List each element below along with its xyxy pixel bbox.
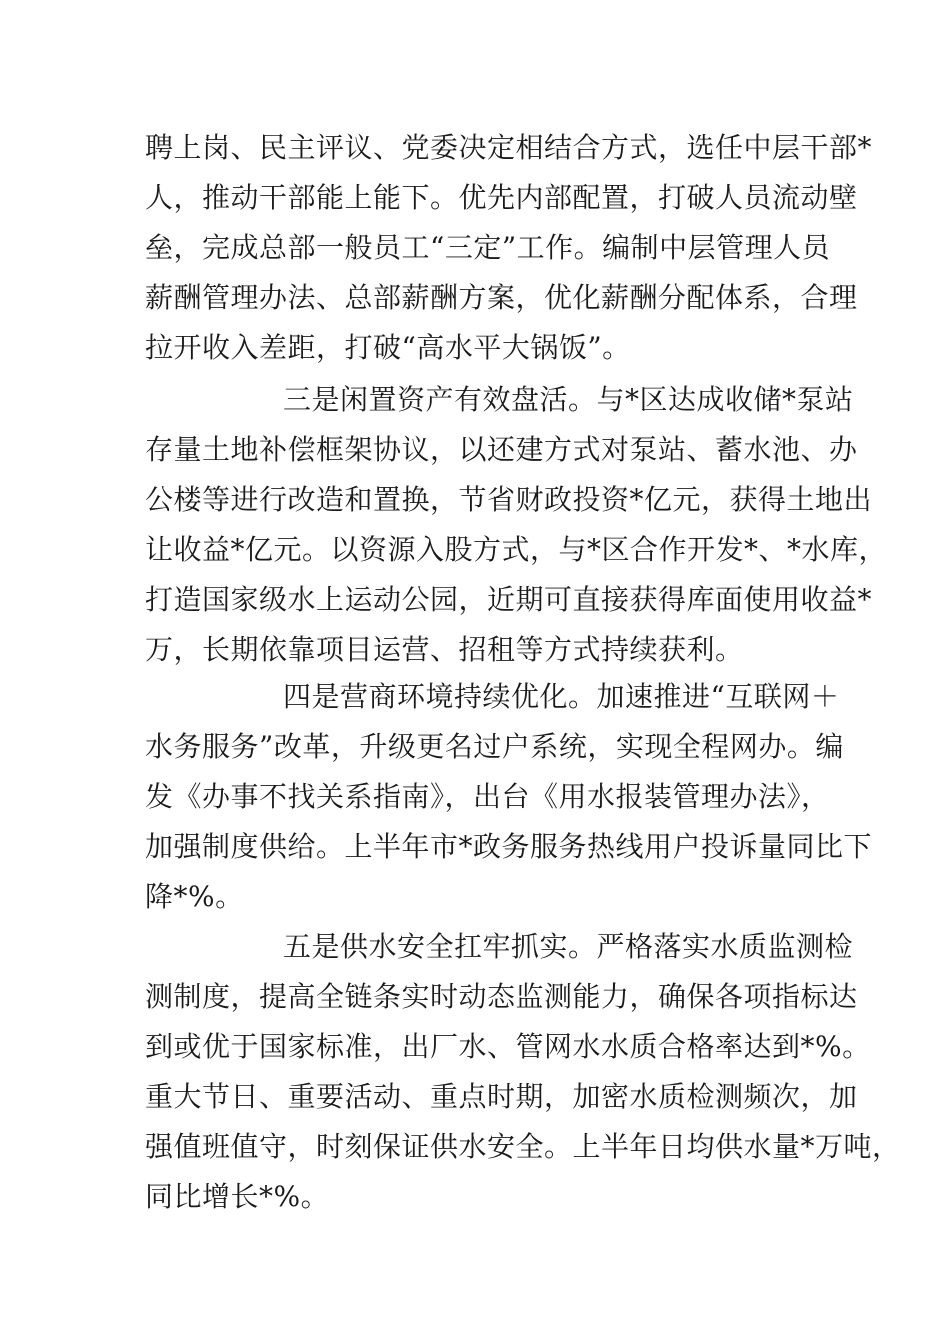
paragraph-4 — [145, 922, 901, 1222]
paragraph-line: 打造国家级水上运动公园，近期可直接获得库面使用收益* — [145, 583, 873, 616]
paragraph-line: 公楼等进行改造和置换，节省财政投资*亿元，获得土地出 — [145, 483, 873, 516]
paragraph-1 — [145, 123, 873, 373]
paragraph-line: 到或优于国家标准，出厂水、管网水水质合格率达到*%。 — [145, 1030, 871, 1063]
paragraph-line: 人，推动干部能上能下。优先内部配置，打破人员流动壁 — [145, 181, 858, 214]
paragraph-line-first: 四是营商环境持续优化。加速推进“互联网＋ — [283, 680, 840, 713]
paragraph-line-first: 三是闲置资产有效盘活。与*区达成收储*泵站 — [283, 383, 854, 416]
paragraph-line: 水务服务”改革，升级更名过户系统，实现全程网办。编 — [145, 730, 844, 763]
paragraph-line: 拉开收入差距，打破“高水平大锅饭”。 — [145, 331, 631, 364]
paragraph-line-first: 五是供水安全扛牢抓实。严格落实水质监测检 — [283, 930, 854, 963]
paragraph-line: 存量土地补偿框架协议，以还建方式对泵站、蓄水池、办 — [145, 433, 858, 466]
paragraph-line: 加强制度供给。上半年市*政务服务热线用户投诉量同比下 — [145, 830, 873, 863]
paragraph-line: 让收益*亿元。以资源入股方式，与*区合作开发*、*水库， — [145, 533, 888, 566]
paragraph-line: 万，长期依靠项目运营、招租等方式持续获利。 — [145, 633, 744, 666]
paragraph-line: 同比增长*%。 — [145, 1180, 330, 1213]
paragraph-line: 降*%。 — [145, 880, 244, 913]
paragraph-line: 聘上岗、民主评议、党委决定相结合方式，选任中层干部* — [145, 131, 873, 164]
paragraph-line: 发《办事不找关系指南》，出台《用水报装管理办法》， — [145, 780, 830, 813]
paragraph-2 — [145, 375, 888, 675]
paragraph-line: 垒，完成总部一般员工“三定”工作。编制中层管理人员 — [145, 231, 831, 264]
paragraph-line: 强值班值守，时刻保证供水安全。上半年日均供水量*万吨， — [145, 1130, 901, 1163]
paragraph-line: 重大节日、重要活动、重点时期，加密水质检测频次，加 — [145, 1080, 858, 1113]
paragraph-line: 测制度，提高全链条实时动态监测能力，确保各项指标达 — [145, 980, 858, 1013]
paragraph-3 — [145, 672, 873, 922]
paragraph-line: 薪酬管理办法、总部薪酬方案，优化薪酬分配体系，合理 — [145, 281, 858, 314]
